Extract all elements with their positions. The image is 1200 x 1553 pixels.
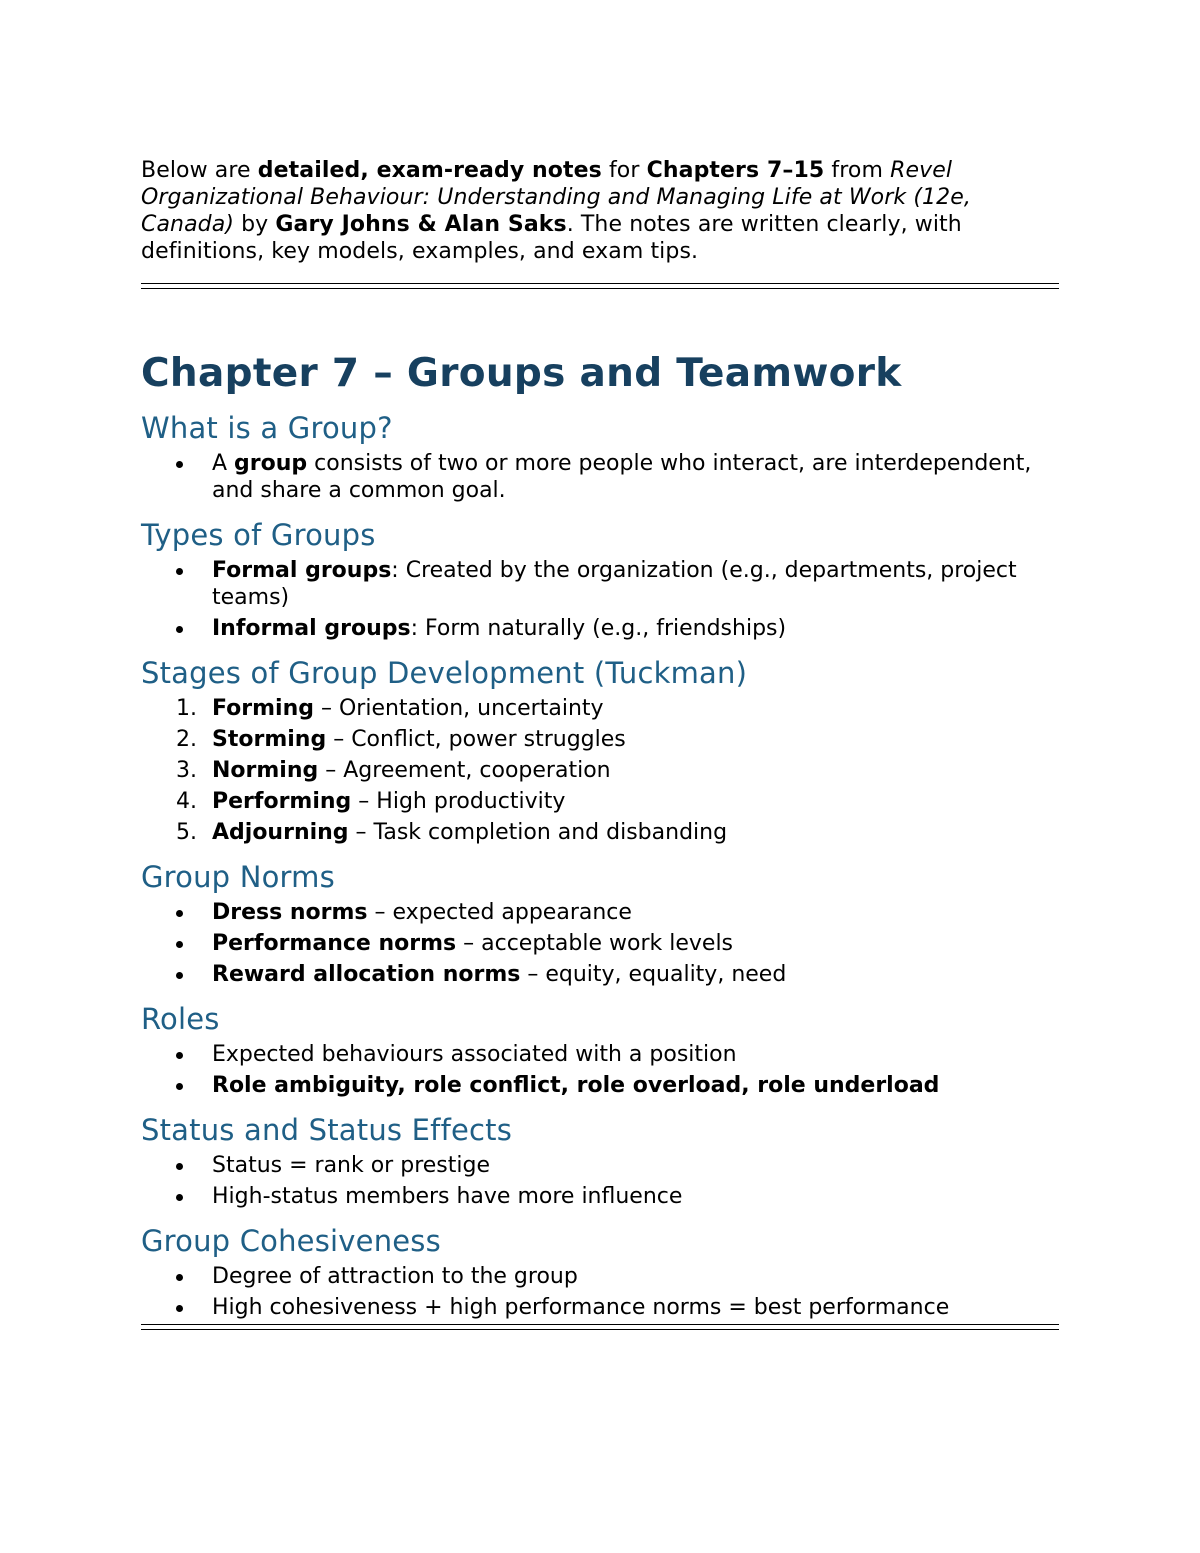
document-page bbox=[141, 157, 1061, 1330]
item-term: Forming bbox=[212, 696, 314, 721]
intro-text: from bbox=[824, 158, 891, 183]
section-status-effects bbox=[141, 1113, 1061, 1210]
item-text: – Task completion and disbanding bbox=[348, 820, 728, 845]
list-item bbox=[141, 615, 1061, 642]
horizontal-rule-bottom bbox=[141, 1324, 1059, 1330]
item-number: 1. bbox=[176, 696, 197, 721]
list-item bbox=[141, 1072, 1061, 1099]
numbered-list bbox=[141, 695, 1061, 846]
item-term: Storming bbox=[212, 727, 327, 752]
item-text: – acceptable work levels bbox=[456, 931, 734, 956]
item-term: Adjourning bbox=[212, 820, 349, 845]
section-heading: Types of Groups bbox=[141, 518, 376, 552]
section-heading: Group Norms bbox=[141, 860, 335, 894]
chapter-title: Chapter 7 – Groups and Teamwork bbox=[141, 351, 902, 396]
item-text: – equity, equality, need bbox=[520, 962, 787, 987]
section-group-cohesiveness bbox=[141, 1224, 1061, 1321]
section-roles bbox=[141, 1002, 1061, 1099]
section-heading: Group Cohesiveness bbox=[141, 1224, 441, 1258]
intro-text: . The notes are written clearly, with definitions, key models, examples, and exam tips. bbox=[141, 212, 962, 264]
list-item bbox=[141, 726, 1061, 753]
bullet-list bbox=[141, 1263, 1061, 1321]
section-group-norms bbox=[141, 860, 1061, 988]
item-text: Expected behaviours associated with a position bbox=[212, 1042, 737, 1067]
intro-text: by bbox=[234, 212, 276, 237]
item-term: Formal groups bbox=[212, 558, 392, 583]
intro-bold-notes: detailed, exam-ready notes bbox=[257, 158, 602, 183]
intro-authors: Gary Johns & Alan Saks bbox=[275, 212, 567, 237]
item-text: – High productivity bbox=[351, 789, 566, 814]
item-number: 5. bbox=[176, 820, 197, 845]
list-item bbox=[141, 1041, 1061, 1068]
section-heading: What is a Group? bbox=[141, 411, 393, 445]
list-item bbox=[141, 788, 1061, 815]
item-term: Norming bbox=[212, 758, 319, 783]
item-text: : Form naturally (e.g., friendships) bbox=[410, 616, 787, 641]
section-heading: Stages of Group Development (Tuckman) bbox=[141, 656, 748, 690]
item-text: – Agreement, cooperation bbox=[318, 758, 611, 783]
item-term: Informal groups bbox=[212, 616, 411, 641]
list-item bbox=[141, 450, 1061, 504]
intro-book-title: Revel Organizational Behaviour: Understanding and Managing Life at Work (12e, Canada) bbox=[141, 158, 971, 237]
section-heading: Roles bbox=[141, 1002, 220, 1036]
item-term: Performance norms bbox=[212, 931, 457, 956]
list-item bbox=[141, 1294, 1061, 1321]
section-types-of-groups bbox=[141, 518, 1061, 642]
intro-paragraph bbox=[141, 157, 1061, 265]
bullet-list bbox=[141, 557, 1061, 642]
item-term: Performing bbox=[212, 789, 352, 814]
intro-bold-chapters: Chapters 7–15 bbox=[646, 158, 825, 183]
section-heading: Status and Status Effects bbox=[141, 1113, 513, 1147]
item-text: Status = rank or prestige bbox=[212, 1153, 490, 1178]
item-text: : Created by the organization (e.g., departments, project teams) bbox=[212, 558, 1017, 610]
list-item bbox=[141, 557, 1061, 611]
bullet-list bbox=[141, 1041, 1061, 1099]
item-text: – Conflict, power struggles bbox=[326, 727, 626, 752]
list-item bbox=[141, 819, 1061, 846]
item-text: High cohesiveness + high performance norms = best performance bbox=[212, 1295, 950, 1320]
item-term: Dress norms bbox=[212, 900, 368, 925]
item-text: Degree of attraction to the group bbox=[212, 1264, 578, 1289]
item-text: – Orientation, uncertainty bbox=[313, 696, 604, 721]
bullet-list bbox=[141, 450, 1061, 504]
list-item bbox=[141, 695, 1061, 722]
list-item bbox=[141, 1263, 1061, 1290]
item-text: A bbox=[212, 451, 235, 476]
item-term: group bbox=[234, 451, 308, 476]
bullet-list bbox=[141, 899, 1061, 988]
item-number: 2. bbox=[176, 727, 197, 752]
item-number: 3. bbox=[176, 758, 197, 783]
horizontal-rule-top bbox=[141, 283, 1059, 289]
list-item bbox=[141, 961, 1061, 988]
list-item bbox=[141, 930, 1061, 957]
item-text: consists of two or more people who interact, are interdependent, and share a common goal. bbox=[212, 451, 1032, 503]
intro-text: Below are bbox=[141, 158, 258, 183]
bullet-list bbox=[141, 1152, 1061, 1210]
list-item bbox=[141, 899, 1061, 926]
item-term: Reward allocation norms bbox=[212, 962, 521, 987]
item-number: 4. bbox=[176, 789, 197, 814]
item-term: Role ambiguity, role conflict, role overload, role underload bbox=[212, 1073, 940, 1098]
section-what-is-a-group bbox=[141, 411, 1061, 504]
intro-text: for bbox=[601, 158, 647, 183]
item-text: – expected appearance bbox=[367, 900, 632, 925]
list-item bbox=[141, 1183, 1061, 1210]
item-text: High-status members have more influence bbox=[212, 1184, 683, 1209]
list-item bbox=[141, 757, 1061, 784]
section-stages-of-group-development bbox=[141, 656, 1061, 846]
list-item bbox=[141, 1152, 1061, 1179]
